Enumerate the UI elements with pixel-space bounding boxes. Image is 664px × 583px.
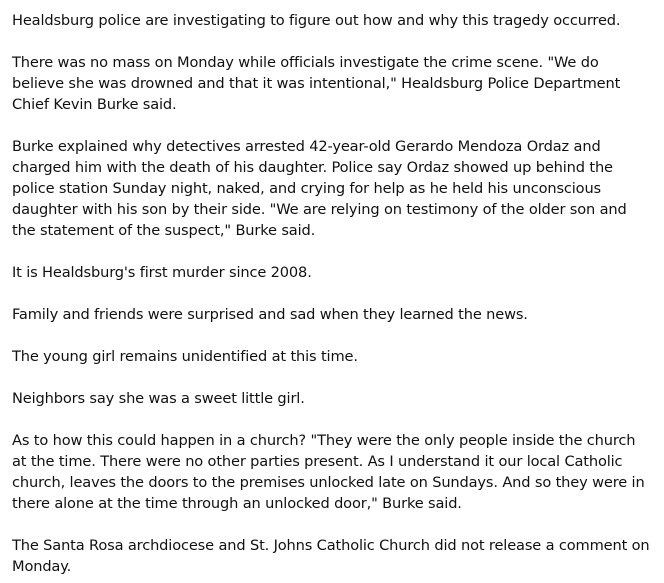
article-paragraph: The young girl remains unidentified at this time. bbox=[12, 348, 358, 365]
article-paragraph: It is Healdsburg's first murder since 2008. bbox=[12, 264, 312, 281]
article-paragraph: The Santa Rosa archdiocese and St. Johns Catholic Church did not release a comment on Monday. bbox=[12, 537, 650, 575]
article-paragraph: Burke explained why detectives arrested 42-year-old Gerardo Mendoza Ordaz and charged him with the death of his daughter. Police say Ordaz showed up behind the police station Sunday night, naked, and crying for help as he held his unconscious daughter with his son by their side. "We are relying on testimony of the older son and the statement of the suspect," Burke said. bbox=[12, 138, 627, 239]
article-paragraph: Healdsburg police are investigating to figure out how and why this tragedy occurred. bbox=[12, 12, 621, 29]
article-paragraph: Family and friends were surprised and sad when they learned the news. bbox=[12, 306, 528, 323]
article-paragraph: There was no mass on Monday while officials investigate the crime scene. "We do believe she was drowned and that it was intentional," Healdsburg Police Department Chief Kevin Burke said. bbox=[12, 54, 621, 113]
article-paragraph: As to how this could happen in a church? "They were the only people inside the church at the time. There were no other parties present. As I understand it our local Catholic church, leaves the doors to the premises unlocked late on Sundays. And so they were in there alone at the time through an unlocked door," Burke said. bbox=[12, 432, 645, 512]
article-paragraph: Neighbors say she was a sweet little girl. bbox=[12, 390, 305, 407]
